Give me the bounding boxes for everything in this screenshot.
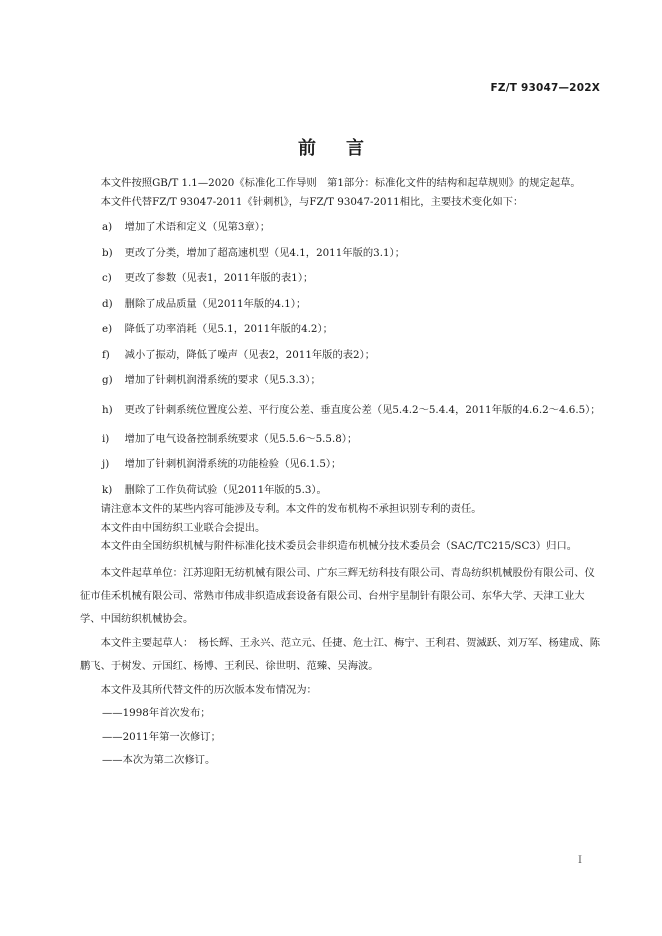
list-item: b) 更改了分类，增加了超高速机型（见4.1，2011年版的3.1）； bbox=[102, 246, 405, 259]
patent-notice: 请注意本文件的某些内容可能涉及专利。本文件的发布机构不承担识别专利的责任。 bbox=[100, 503, 482, 515]
history-intro: 本文件及其所代替文件的历次版本发布情况为： bbox=[100, 683, 317, 696]
list-item: i) 增加了电气设备控制系统要求（见5.5.6～5.5.8）； bbox=[102, 432, 358, 445]
drafters: 本文件主要起草人： 杨长辉、王永兴、范立元、任捷、危士江、梅宁、王利君、贺滅跃、刘万军、杨建成、陈鹏飞、于树发、亓国红、杨博、王利民、徐世明、范臻、吴海波。 bbox=[80, 636, 600, 672]
intro-paragraph-1: 本文件按照GB/T 1.1—2020《标准化工作导则 第1部分：标准化文件的结构和起草规则》的规定起草。 bbox=[100, 177, 581, 189]
list-item: e) 降低了功率消耗（见5.1，2011年版的4.2）； bbox=[102, 323, 333, 335]
history-item: ——本次为第二次修订。 bbox=[102, 754, 216, 766]
title-char-2: 言 bbox=[346, 138, 364, 159]
list-item: h) 更改了针刺系统位置度公差、平行度公差、垂直度公差（见5.4.2～5.4.4，2011年版的4.6.2～4.6.5）； bbox=[102, 403, 601, 416]
page-number: I bbox=[578, 855, 582, 866]
proposed-by: 本文件由中国纺织工业联合会提出。 bbox=[100, 521, 266, 534]
page-title bbox=[0, 134, 662, 160]
drafting-units: 本文件起草单位：江苏迎阳无纺机械有限公司、广东三辉无纺科技有限公司、青岛纺织机械股份有限公司、仪征市佳禾机械有限公司、常熟市伟成非织造成套设备有限公司、台州宇星制针有限公司、东华大学、天津工业大学、中国纺织机械协会。 bbox=[80, 566, 595, 625]
list-item: d) 删除了成品质量（见2011年版的4.1）； bbox=[102, 297, 307, 310]
history-item: ——2011年第一次修订； bbox=[102, 730, 221, 743]
title-char-1: 前 bbox=[298, 138, 316, 159]
list-item: j) 增加了针刺机润滑系统的功能检验（见6.1.5）； bbox=[102, 458, 342, 470]
list-item: c) 更改了参数（见表1，2011年版的表1）； bbox=[102, 272, 314, 284]
list-item: f) 减小了振动，降低了噪声（见表2，2011年版的表2）； bbox=[102, 348, 376, 361]
managed-by: 本文件由全国纺织机械与附件标准化技术委员会非织造布机械分技术委员会（SAC/TC215/SC3）归口。 bbox=[100, 540, 578, 552]
foreword-body bbox=[80, 175, 602, 776]
list-item: g) 增加了针刺机润滑系统的要求（见5.3.3）； bbox=[102, 374, 321, 386]
changes-list bbox=[80, 219, 602, 499]
intro-paragraph-2: 本文件代替FZ/T 93047-2011《针刺机》，与FZ/T 93047-2011相比，主要技术变化如下： bbox=[100, 195, 524, 208]
list-item: k) 删除了工作负荷试验（见2011年版的5.3）。 bbox=[102, 483, 327, 496]
history-item: ——1998年首次发布； bbox=[102, 707, 211, 719]
document-code: FZ/T 93047—202X bbox=[490, 82, 600, 94]
list-item: a) 增加了术语和定义（见第3章）； bbox=[102, 221, 271, 233]
